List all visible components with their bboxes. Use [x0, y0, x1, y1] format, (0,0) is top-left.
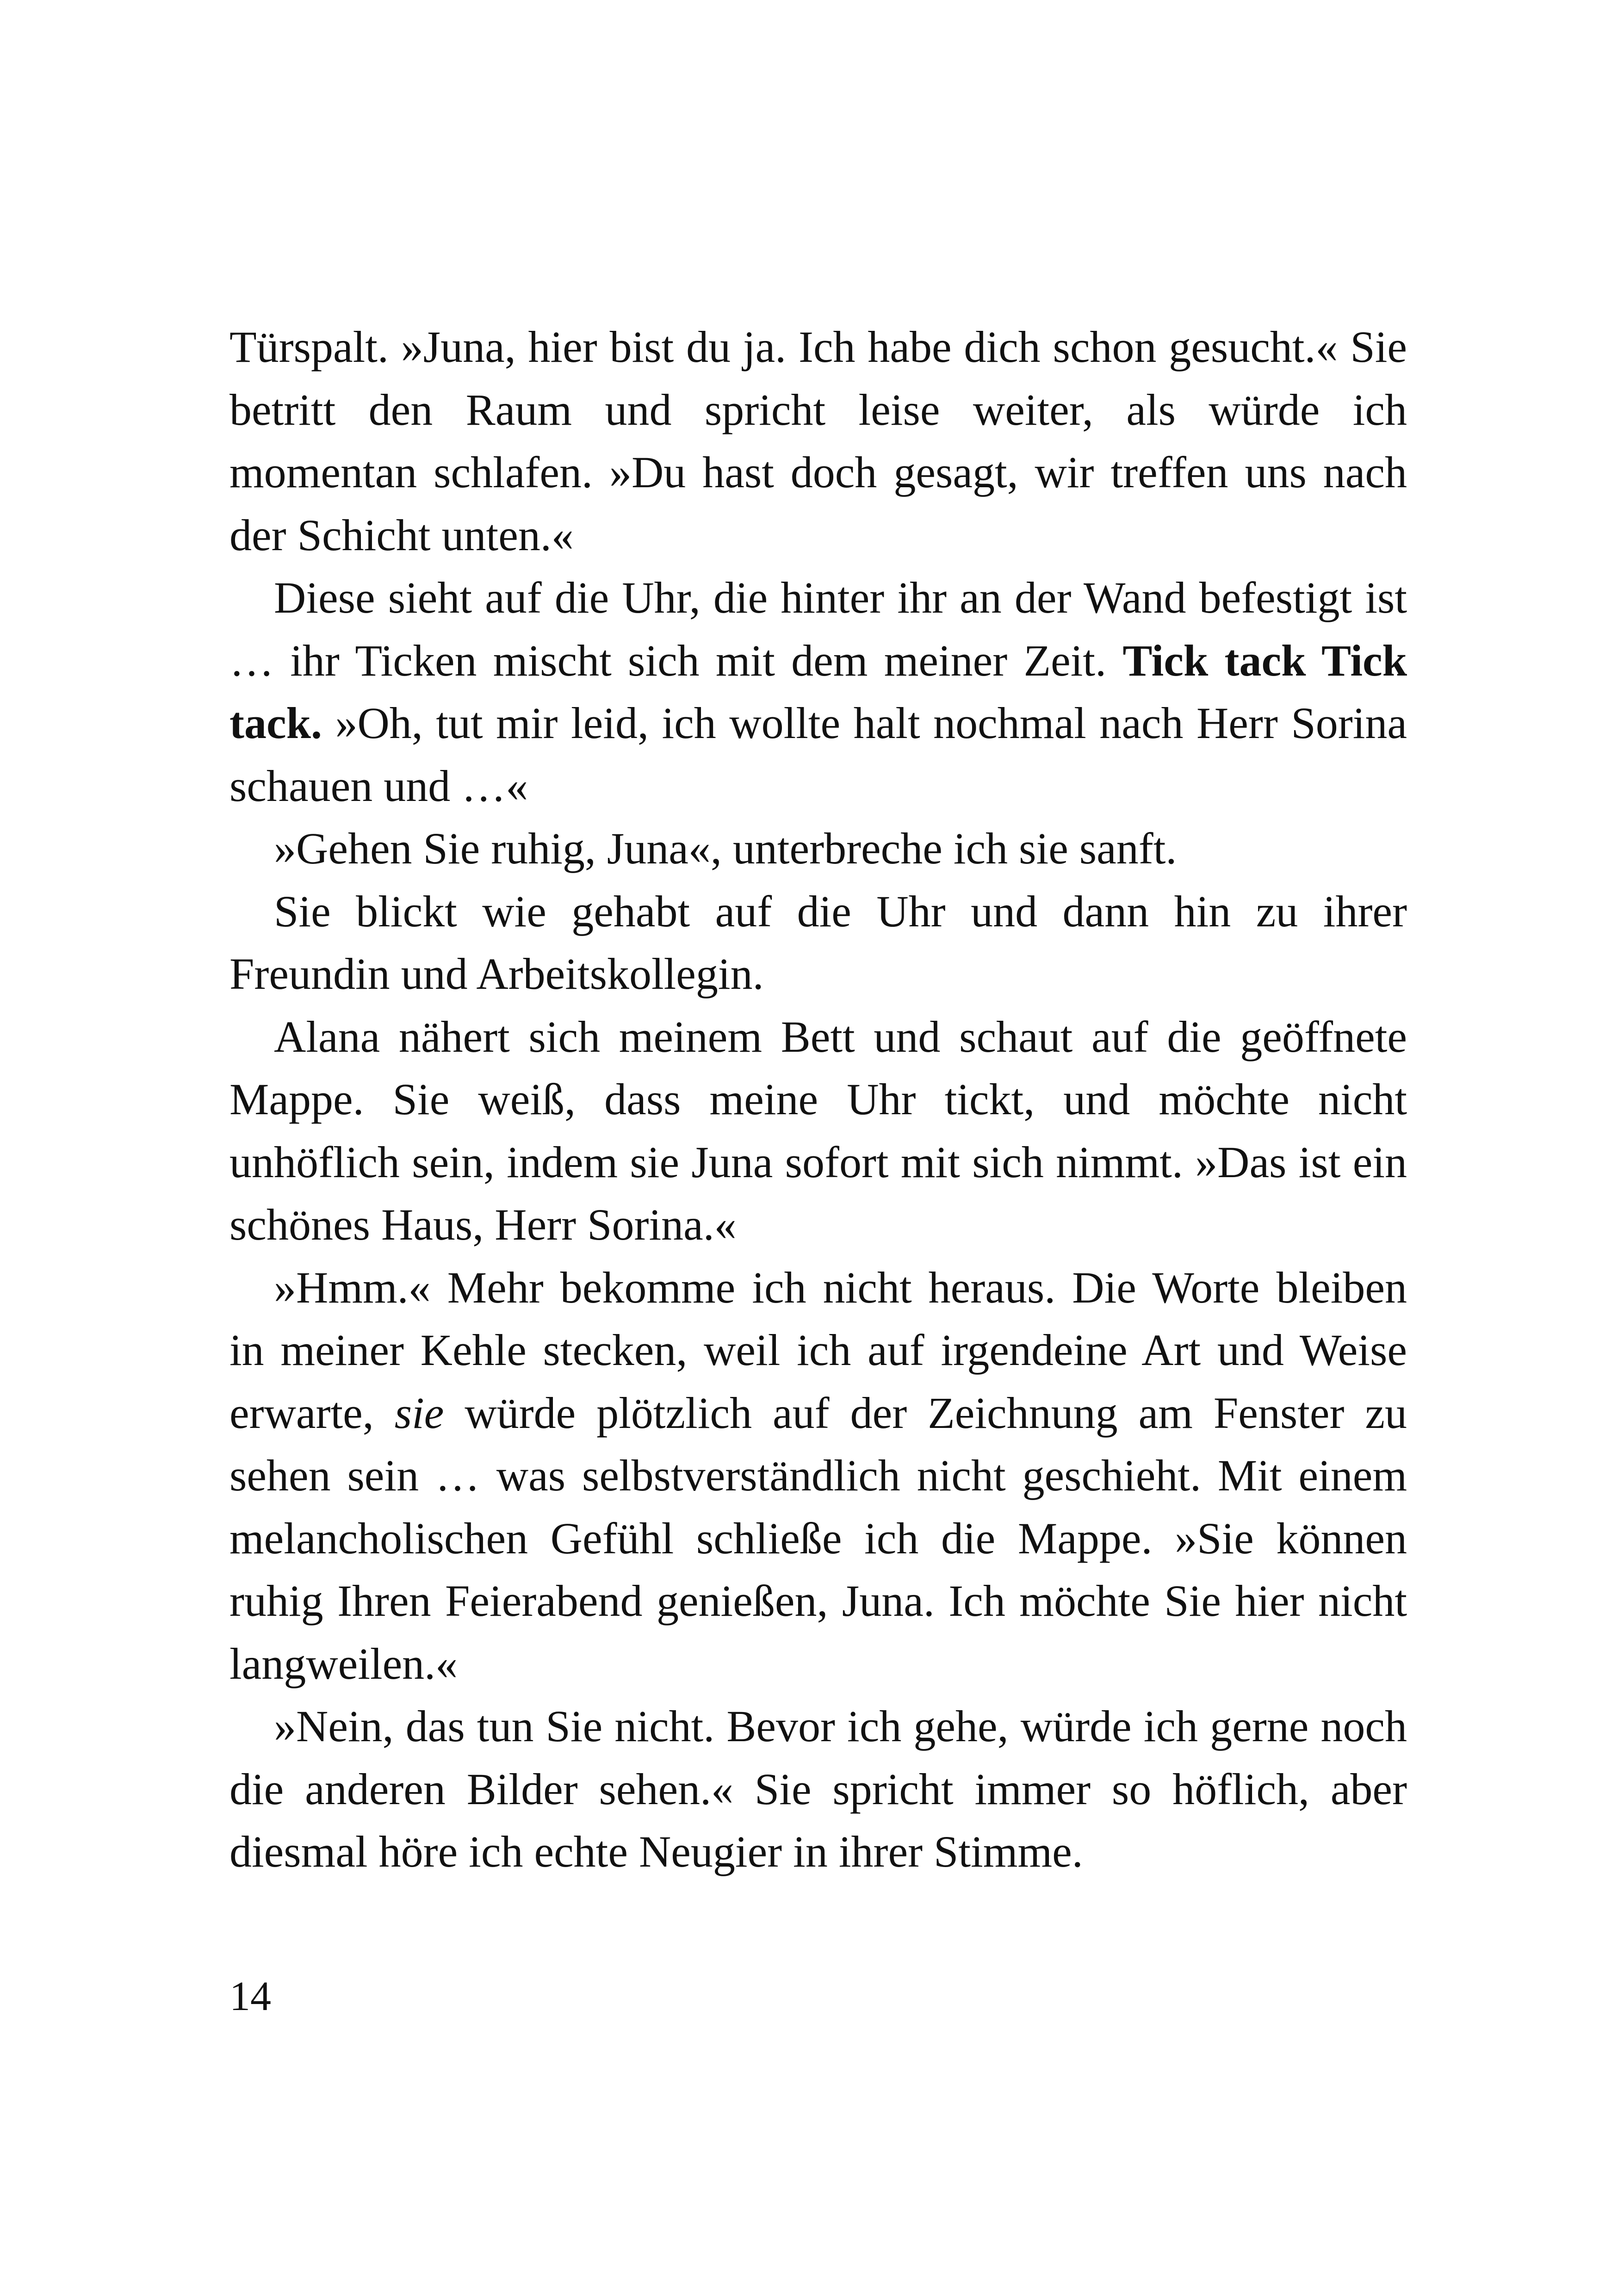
body-text — [229, 316, 1407, 1883]
paragraph — [229, 1695, 1407, 1883]
page-number: 14 — [229, 1973, 271, 2019]
text-segment: »Oh, tut mir leid, ich wollte halt nochmal nach Herr Sorina schauen und …« — [229, 698, 1407, 811]
paragraph — [229, 316, 1407, 566]
emphasis-bold: Tick tack Tick tack. — [229, 635, 1407, 748]
text-segment: würde plötzlich auf der Zeichnung am Fenster zu sehen sein … was selbstverständlich nicht geschieht. Mit einem melancholischen Gefühl schließe ich die Mappe. »Sie können ruhig Ihren Feierabend genießen, Juna. Ich möchte Sie hier nicht langweilen.« — [229, 1388, 1407, 1688]
text-segment: Türspalt. »Juna, hier bist du ja. Ich habe dich schon gesucht.« Sie betritt den Raum und spricht leise weiter, als würde ich momentan schlafen. »Du hast doch gesagt, wir treffen uns nach der Schicht unten.« — [229, 322, 1407, 560]
text-segment: Sie blickt wie gehabt auf die Uhr und dann hin zu ihrer Freundin und Arbeitskollegin. — [229, 886, 1407, 999]
text-segment: Alana nähert sich meinem Bett und schaut auf die geöffnete Mappe. Sie weiß, dass meine Uhr tickt, und möchte nicht unhöflich sein, indem sie Juna sofort mit sich nimmt. »Das ist ein schönes Haus, Herr Sorina.« — [229, 1011, 1407, 1249]
text-segment: »Gehen Sie ruhig, Juna«, unterbreche ich sie sanft. — [274, 824, 1177, 873]
paragraph — [229, 1256, 1407, 1695]
paragraph — [229, 566, 1407, 817]
text-segment: Diese sieht auf die Uhr, die hinter ihr an der Wand befestigt ist … ihr Ticken mischt sich mit dem meiner Zeit. — [229, 573, 1407, 685]
paragraph — [229, 817, 1407, 880]
text-segment: »Nein, das tun Sie nicht. Bevor ich gehe, würde ich gerne noch die anderen Bilder sehen.« Sie spricht immer so höflich, aber diesmal höre ich echte Neugier in ihrer Stimme. — [229, 1701, 1407, 1876]
text-segment: »Hmm.« Mehr bekomme ich nicht heraus. Die Worte bleiben in meiner Kehle stecken, weil ich auf irgendeine Art und Weise erwarte, — [229, 1262, 1407, 1438]
paragraph — [229, 880, 1407, 1005]
paragraph — [229, 1005, 1407, 1256]
emphasis-italic: sie — [394, 1388, 444, 1438]
